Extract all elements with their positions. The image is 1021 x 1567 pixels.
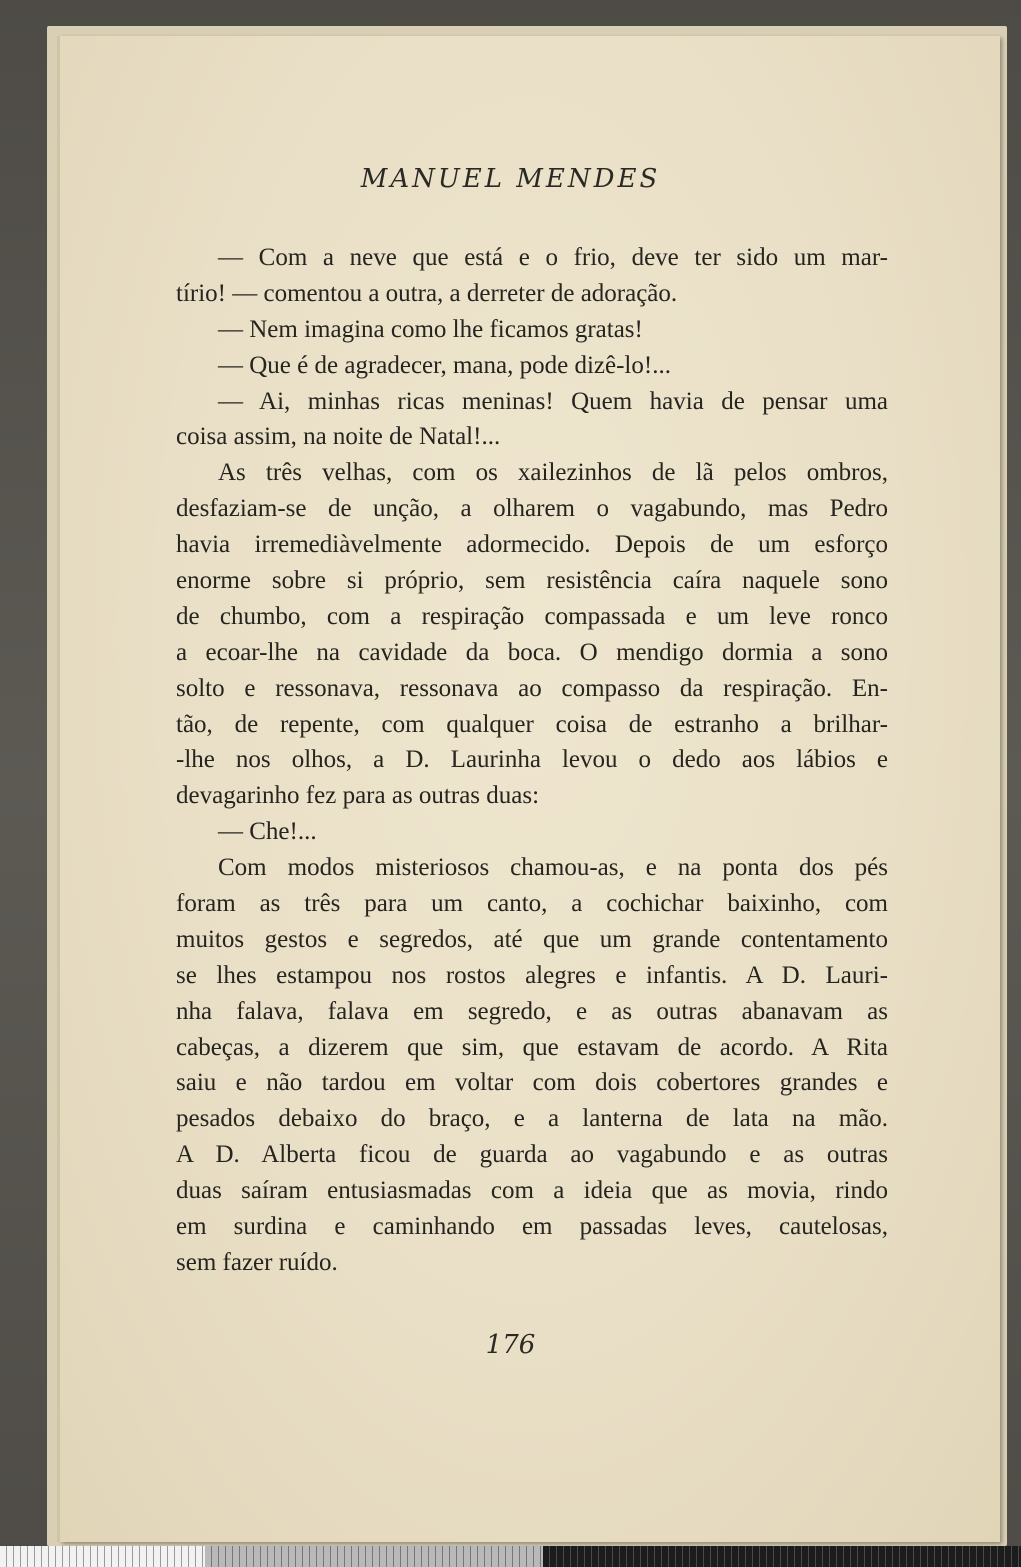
text-line: devagarinho fez para as outras duas: (176, 782, 540, 810)
text-line: de chumbo, com a respiração compassada e um leve ronco (176, 602, 888, 630)
text-line: Com modos misteriosos chamou-as, e na ponta dos pés (218, 854, 888, 882)
text-line: havia irremediàvelmente adormecido. Depois de um esforço (176, 531, 888, 559)
text-line: sem fazer ruído. (176, 1248, 338, 1276)
text-line: — Che!... (218, 818, 317, 846)
text-line: foram as três para um canto, a cochichar baixinho, com (176, 890, 888, 918)
text-line: tírio! — comentou a outra, a derreter de adoração. (176, 279, 678, 307)
text-line: desfaziam-se de unção, a olharem o vagabundo, mas Pedro (176, 495, 888, 523)
text-line: saiu e não tardou em voltar com dois cobertores grandes e (176, 1069, 888, 1097)
ruler-black-segment (543, 1546, 1021, 1567)
text-line: em surdina e caminhando em passadas leves, cautelosas, (176, 1213, 888, 1241)
text-line: enorme sobre si próprio, sem resistência caíra naquele sono (176, 567, 888, 595)
body-text (176, 240, 888, 1281)
running-head: MANUEL MENDES (360, 164, 661, 194)
scale-ruler (0, 1546, 1021, 1567)
text-line: As três velhas, com os xailezinhos de lã pelos ombros, (218, 459, 888, 487)
text-line: muitos gestos e segredos, até que um grande contentamento (176, 925, 888, 953)
text-line: pesados debaixo do braço, e a lanterna de lata na mão. (176, 1105, 888, 1133)
text-line: cabeças, a dizerem que sim, que estavam de acordo. A Rita (176, 1033, 888, 1061)
text-line: — Nem imagina como lhe ficamos gratas! (218, 315, 643, 343)
text-line: — Que é de agradecer, mana, pode dizê-lo!... (218, 351, 671, 379)
text-line: duas saíram entusiasmadas com a ideia que as movia, rindo (176, 1177, 888, 1205)
page-number: 176 (485, 1330, 536, 1360)
text-line: coisa assim, na noite de Natal!... (176, 423, 501, 451)
text-line: solto e ressonava, ressonava ao compasso da respiração. En- (176, 674, 888, 702)
text-line: nha falava, falava em segredo, e as outras abanavam as (176, 997, 888, 1025)
text-line: — Com a neve que está e o frio, deve ter sido um mar- (218, 244, 888, 271)
text-line: -lhe nos olhos, a D. Laurinha levou o dedo aos lábios e (176, 746, 888, 774)
text-line: — Ai, minhas ricas meninas! Quem havia de pensar uma (218, 387, 888, 415)
text-line: se lhes estampou nos rostos alegres e infantis. A D. Lauri- (176, 961, 888, 989)
ruler-white-segment (0, 1546, 205, 1567)
text-line: A D. Alberta ficou de guarda ao vagabundo e as outras (176, 1141, 888, 1169)
text-line: tão, de repente, com qualquer coisa de estranho a brilhar- (176, 710, 888, 738)
text-line: a ecoar-lhe na cavidade da boca. O mendigo dormia a sono (176, 638, 888, 666)
ruler-gray-segment (205, 1546, 543, 1567)
